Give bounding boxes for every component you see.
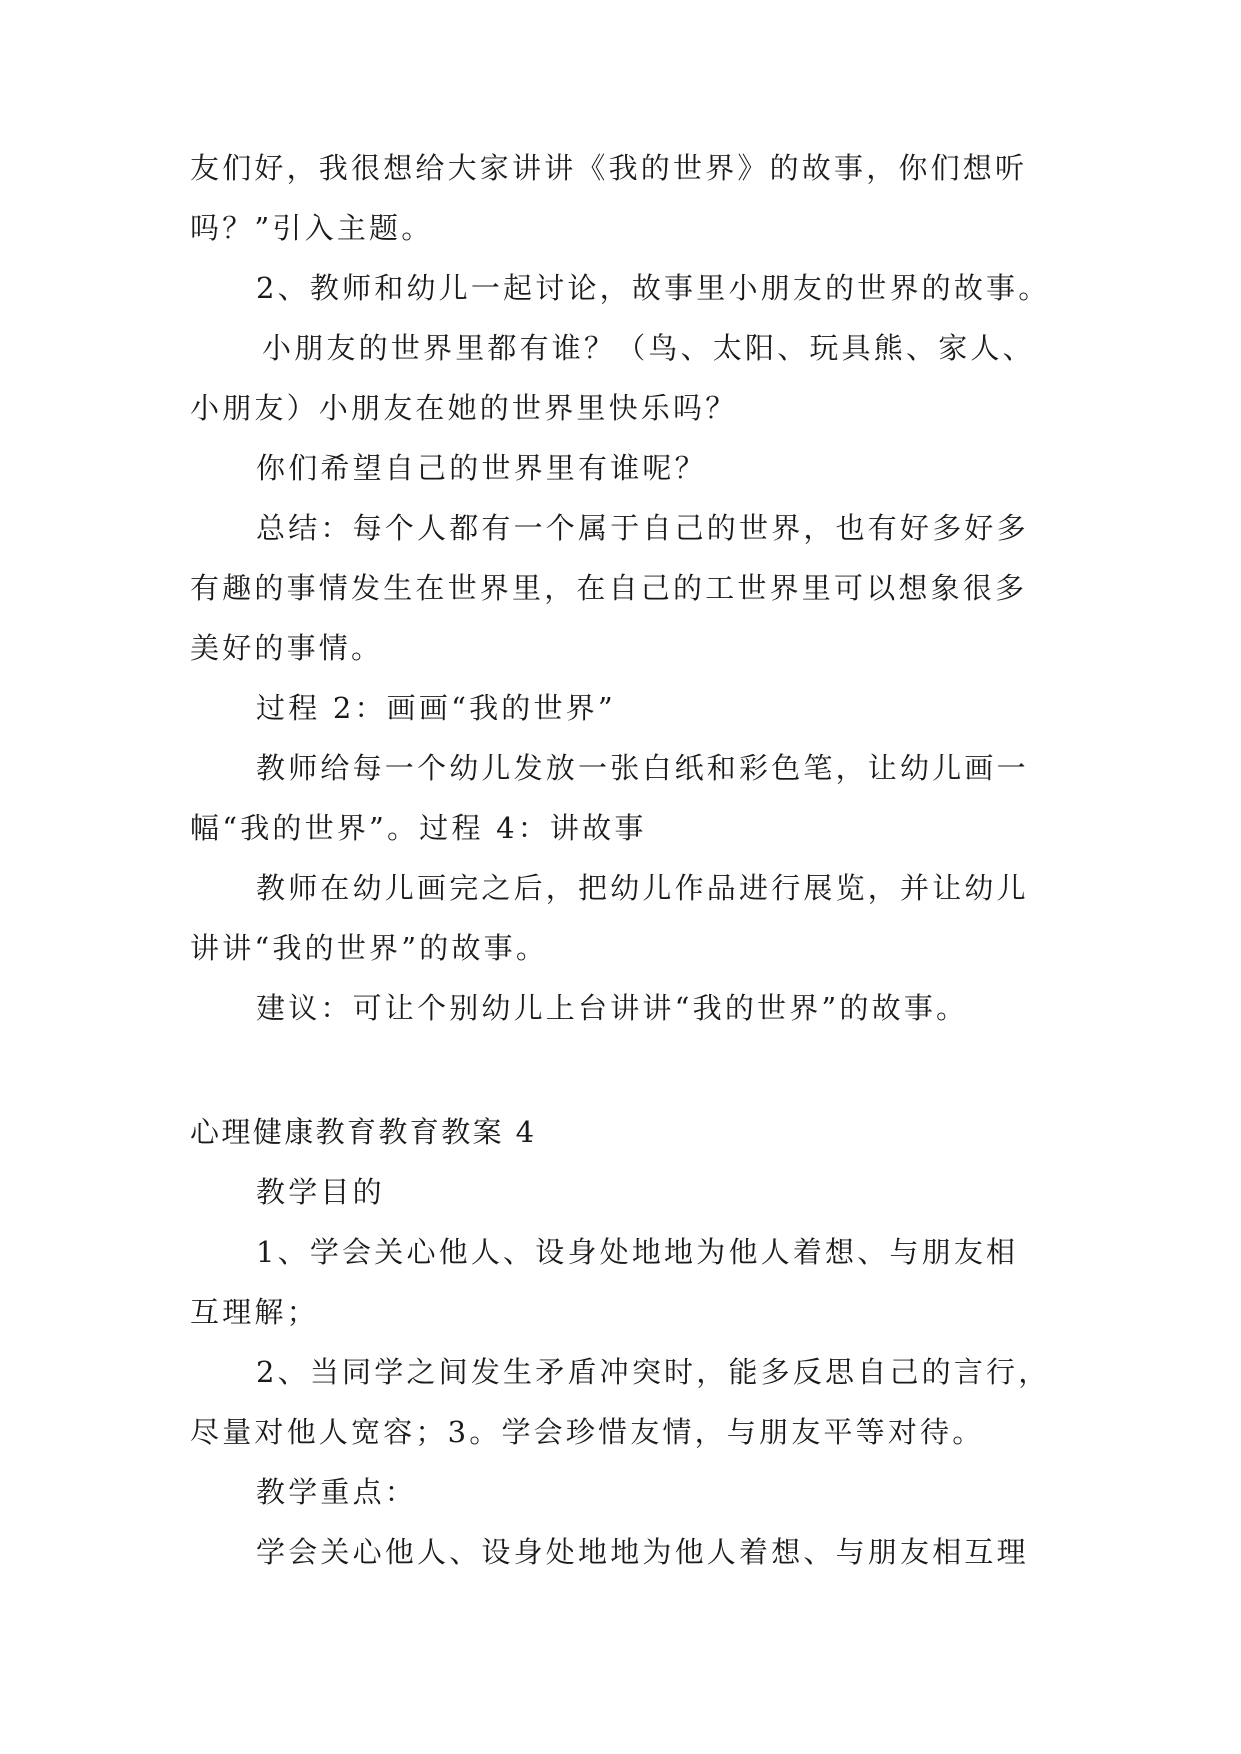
section-heading: 心理健康教育教育教案 4 [190,1115,537,1149]
paragraph-line: 互理解； [190,1295,319,1329]
paragraph-line: 你们希望自己的世界里有谁呢？ [256,451,707,485]
paragraph-line: 2、教师和幼儿一起讨论，故事里小朋友的世界的故事。 [256,271,1051,305]
paragraph-line: 有趣的事情发生在世界里，在自己的工世界里可以想象很多 [190,571,1028,605]
paragraph-line: 友们好，我很想给大家讲讲《我的世界》的故事，你们想听 [190,151,1028,185]
paragraph-line: 美好的事情。 [190,631,384,665]
paragraph-line: 过程 2：画画“我的世界” [256,691,616,725]
paragraph-line: 吗？”引入主题。 [190,211,434,245]
paragraph-line: 幅“我的世界”。过程 4：讲故事 [190,811,647,845]
paragraph-line: 讲讲“我的世界”的故事。 [190,931,549,965]
paragraph-line: 1、学会关心他人、设身处地地为他人着想、与朋友相 [256,1235,1019,1269]
paragraph-line: 教师给每一个幼儿发放一张白纸和彩色笔，让幼儿画一 [256,751,1029,785]
paragraph-line: 教学目的 [256,1175,385,1209]
paragraph-line: 学会关心他人、设身处地地为他人着想、与朋友相互理 [256,1535,1029,1569]
paragraph-line: 2、当同学之间发生矛盾冲突时，能多反思自己的言行， [256,1355,1051,1389]
paragraph-line: 教师在幼儿画完之后，把幼儿作品进行展览，并让幼儿 [256,871,1029,905]
paragraph-line: 建议：可让个别幼儿上台讲讲“我的世界”的故事。 [256,991,969,1025]
paragraph-line: 小朋友）小朋友在她的世界里快乐吗？ [190,391,738,425]
paragraph-line: 教学重点： [256,1475,418,1509]
paragraph-line: 总结：每个人都有一个属于自己的世界，也有好多好多 [256,511,1029,545]
paragraph-line: 小朋友的世界里都有谁？（鸟、太阳、玩具熊、家人、 [262,331,1035,365]
paragraph-line: 尽量对他人宽容；3。学会珍惜友情，与朋友平等对待。 [190,1415,985,1449]
